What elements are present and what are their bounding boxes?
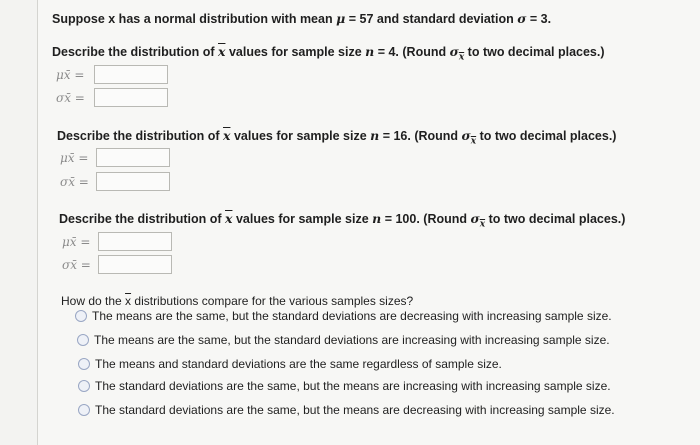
compare-question: How do the $\overline{x}$ distributions compare for the various samples sizes?	[61, 294, 414, 308]
option-4-radio[interactable]	[78, 380, 90, 392]
option-3-radio[interactable]	[78, 358, 90, 370]
part1-sd-input[interactable]	[94, 88, 168, 107]
part2-mean-input[interactable]	[96, 148, 170, 167]
part2-sd-input[interactable]	[96, 172, 170, 191]
option-2-radio[interactable]	[77, 334, 89, 346]
option-3-label[interactable]: The means and standard deviations are the same regardless of sample size.	[95, 357, 502, 371]
part1-sd-label: σx̄ =	[56, 91, 85, 105]
option-5-label[interactable]: The standard deviations are the same, but the means are decreasing with increasing sample size.	[95, 403, 615, 417]
part1-mean-input[interactable]	[94, 65, 168, 84]
part2-mean-label: μx̄ =	[60, 151, 89, 165]
problem-statement: Suppose x has a normal distribution with mean μ = 57 and standard deviation σ = 3.	[52, 11, 552, 26]
part3-prompt: Describe the distribution of $\overline{x}$ values for sample size n = 100. (Round $\sigma_{\overline{x}}$ to two decimal places.)	[59, 211, 626, 230]
part3-sd-input[interactable]	[98, 255, 172, 274]
option-1-label[interactable]: The means are the same, but the standard deviations are decreasing with increasing sample size.	[92, 309, 612, 323]
option-5-radio[interactable]	[78, 404, 90, 416]
part3-mean-input[interactable]	[98, 232, 172, 251]
option-2-label[interactable]: The means are the same, but the standard deviations are increasing with increasing sample size.	[94, 333, 610, 347]
option-4-label[interactable]: The standard deviations are the same, but the means are increasing with increasing sample size.	[95, 379, 611, 393]
part3-sd-label: σx̄ =	[62, 258, 91, 272]
option-1-radio[interactable]	[75, 310, 87, 322]
part1-prompt: Describe the distribution of $\overline{x}$ values for sample size n = 4. (Round $\sigma_{\overline{x}}$ to two decimal places.)	[52, 44, 605, 63]
part2-sd-label: σx̄ =	[60, 175, 89, 189]
part1-mean-label: μx̄ =	[56, 68, 85, 82]
part2-prompt: Describe the distribution of $\overline{x}$ values for sample size n = 16. (Round $\sigma_{\overline{x}}$ to two decimal places.)	[57, 128, 617, 147]
part3-mean-label: μx̄ =	[62, 235, 91, 249]
